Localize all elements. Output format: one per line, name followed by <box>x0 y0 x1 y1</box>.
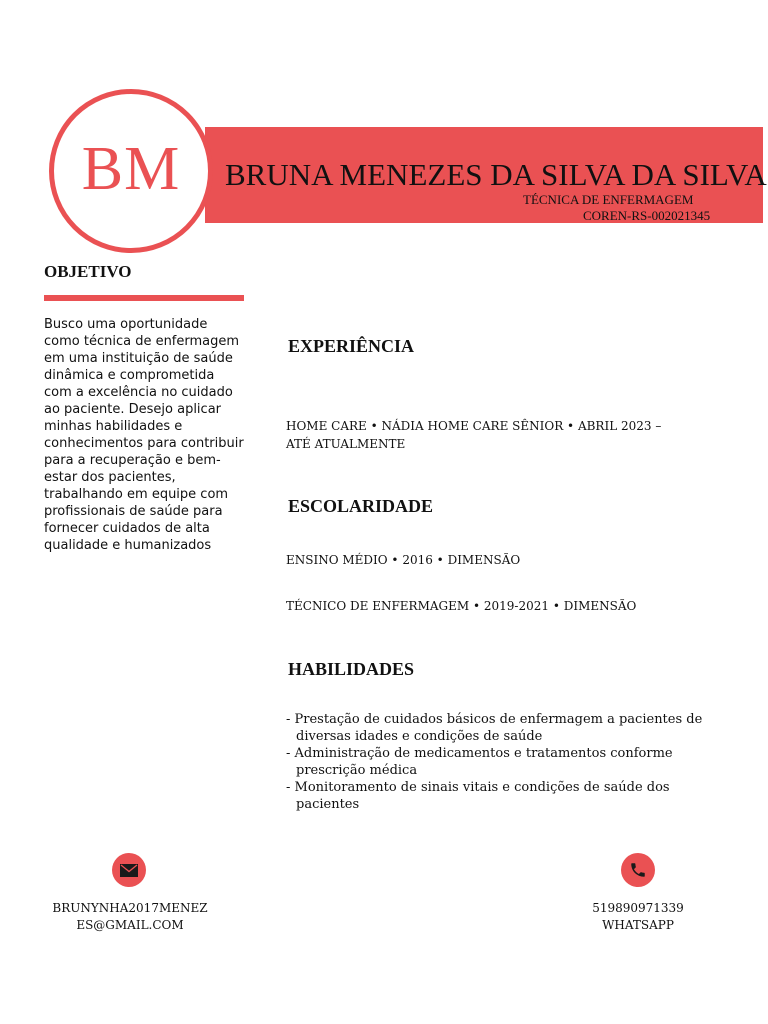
contact-email <box>40 900 220 934</box>
education-entry: TÉCNICO DE ENFERMAGEM • 2019-2021 • DIMENSÃO <box>286 599 637 613</box>
email-line-2: ES@GMAIL.COM <box>76 918 184 932</box>
skill-item: - Monitoramento de sinais vitais e condições de saúde dos pacientes <box>286 779 716 813</box>
skills-list <box>286 711 716 813</box>
contact-phone <box>563 900 713 934</box>
candidate-registration: COREN-RS-002021345 <box>583 208 711 223</box>
candidate-name: BRUNA MENEZES DA SILVA DA SILVA <box>225 157 767 192</box>
skills-title: HABILIDADES <box>288 659 415 679</box>
phone-icon <box>621 853 655 887</box>
education-title: ESCOLARIDADE <box>288 496 434 516</box>
phone-label: WHATSAPP <box>602 918 674 932</box>
experience-title: EXPERIÊNCIA <box>288 336 415 356</box>
objective-divider <box>44 295 244 301</box>
envelope-icon <box>112 853 146 887</box>
objective-text: Busco uma oportunidade como técnica de enfermagem em uma instituição de saúde dinâmica e comprometida com a excelência no cuidado ao paciente. Desejo aplicar minhas habilidades e conhecimentos para contribuir para a recuperação e bem-estar dos pacientes, trabalhando em equipe com profissionais de saúde para fornecer cuidados de alta qualidade e humanizados <box>44 317 244 553</box>
skill-item: - Prestação de cuidados básicos de enfermagem a pacientes de diversas idades e condições de saúde <box>286 711 716 745</box>
email-line-1: BRUNYNHA2017MENEZ <box>52 901 208 915</box>
monogram-circle <box>49 89 213 253</box>
candidate-role: TÉCNICA DE ENFERMAGEM <box>523 192 694 207</box>
experience-entry: HOME CARE • NÁDIA HOME CARE SÊNIOR • ABRIL 2023 – ATÉ ATUALMENTE <box>286 419 662 451</box>
monogram-initials: BM <box>81 134 181 203</box>
education-entry: ENSINO MÉDIO • 2016 • DIMENSÃO <box>286 553 521 567</box>
phone-number: 519890971339 <box>592 901 684 915</box>
objective-title: OBJETIVO <box>44 262 132 281</box>
skill-item: - Administração de medicamentos e tratamentos conforme prescrição médica <box>286 745 716 779</box>
